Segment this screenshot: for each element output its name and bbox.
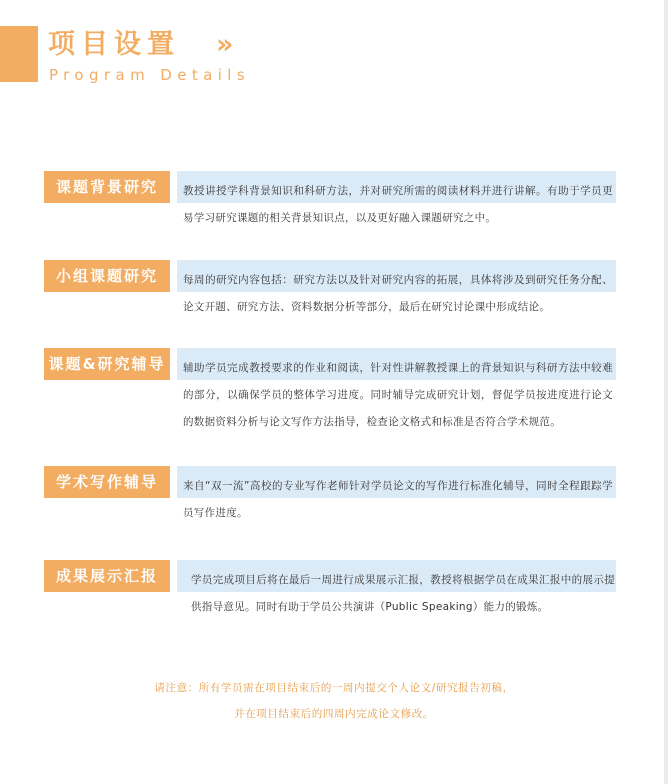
section-description: 教授讲授学科背景知识和科研方法，并对研究所需的阅读材料并进行讲解。有助于学员更易学习研究课题的相关背景知识点，以及更好融入课题研究之中。: [183, 185, 613, 224]
section-description: 来自“双一流”高校的专业写作老师针对学员论文的写作进行标准化辅导，同时全程跟踪学员写作进度。: [183, 480, 613, 519]
page-title: 项目设置: [48, 29, 180, 60]
section-label: 成果展示汇报: [44, 560, 170, 592]
section-label: 小组课题研究: [44, 260, 170, 292]
page-subtitle: Program Details: [49, 66, 251, 84]
double-chevron-right-icon: »: [216, 29, 234, 60]
section-description: 学员完成项目后将在最后一周进行成果展示汇报，教授将根据学员在成果汇报中的展示提供指导意见。同时有助于学员公共演讲（Public Speaking）能力的锻炼。: [191, 574, 615, 613]
section-label: 课题背景研究: [44, 171, 170, 203]
section-description: 辅助学员完成教授要求的作业和阅读，针对性讲解教授课上的背景知识与科研方法中较难的部分，以确保学员的整体学习进度。同时辅导完成研究计划，督促学员按进度进行论文的数据资料分析与论文写作方法指导，检查论文格式和标准是否符合学术规范。: [183, 362, 613, 428]
section-label: 学术写作辅导: [44, 466, 170, 498]
corner-accent-block: [0, 26, 38, 82]
note-line-1: 请注意：所有学员需在项目结束后的一周内提交个人论文/研究报告初稿，: [154, 682, 514, 694]
note-line-2: 并在项目结束后的四周内完成论文修改。: [234, 708, 434, 720]
page-edge: [664, 0, 668, 784]
section-description: 每周的研究内容包括：研究方法以及针对研究内容的拓展，具体将涉及到研究任务分配、论文开题、研究方法、资料数据分析等部分，最后在研究讨论课中形成结论。: [183, 274, 613, 313]
section-label: 课题&研究辅导: [44, 348, 170, 380]
